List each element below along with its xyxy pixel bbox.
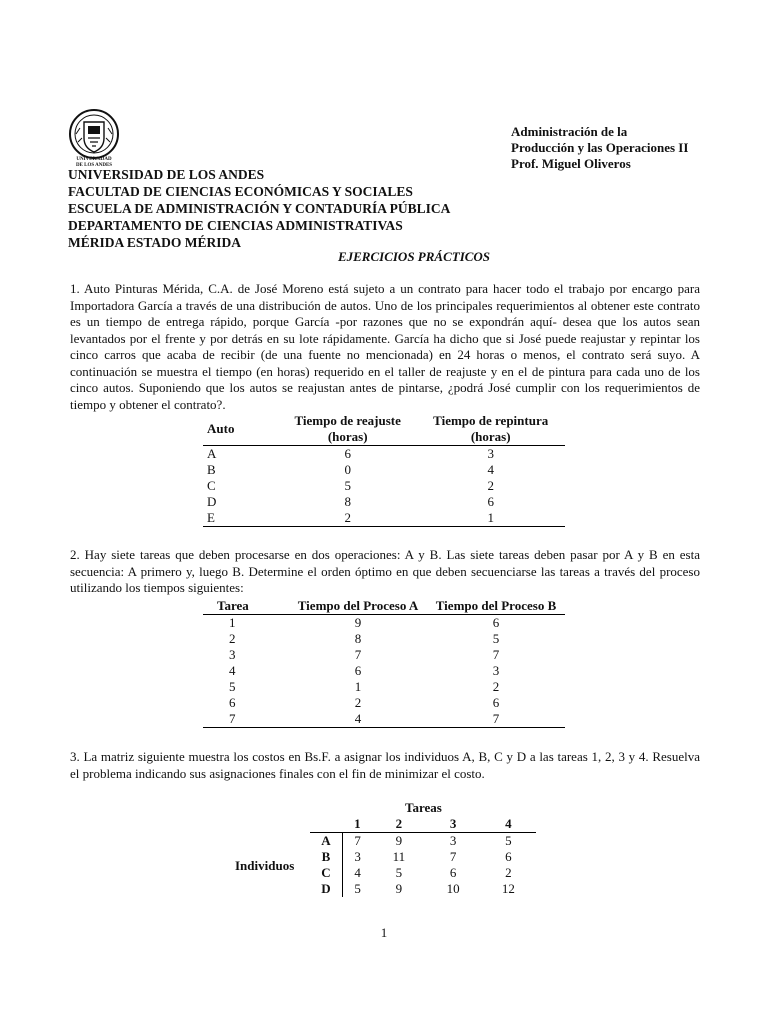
table-cell: 6 — [487, 494, 494, 509]
header-line: (horas) — [327, 429, 368, 444]
institution-line: UNIVERSIDAD DE LOS ANDES — [68, 167, 265, 182]
column-header: 1 — [354, 816, 361, 831]
tareas-label: Tareas — [405, 800, 442, 815]
table-row — [203, 462, 565, 478]
institution-block — [68, 166, 450, 251]
table-cell: 2 — [354, 695, 362, 710]
table-cell: B — [207, 462, 216, 477]
individuos-label: Individuos — [235, 858, 295, 873]
table-cell: 12 — [501, 881, 515, 896]
exercise-1-text: 1. Auto Pinturas Mérida, C.A. de José Moreno está sujeto a un contrato para hacer todo el trabajo por encargo para Importadora García a través de una distribución de autos. Uno de los principales requerimientos al obtener este contrato es un tiempo de entrega rápido, porque García -por razones que no se expondrán aquí- desea que los autos sean levantados por el frente y por detrás en su lote rápidamente. García ha dicho que si José puede reajustar y repintar los cinco carros que acaba de recibir (de una fuente no mencionada) en 24 horas o menos, el contrato será suyo. A continuación se muestra el tiempo (en horas) requerido en el taller de reajuste y en el de pintura para cada uno de los cinco autos. Suponiendo que los autos se reajustan antes de pintarse, ¿podrá José cumplir con los requerimientos de tiempo y obtener el contrato?. — [70, 281, 700, 412]
header-tarea: Tarea — [217, 598, 249, 613]
table-cell: 7 — [449, 849, 457, 864]
table-cell: 7 — [354, 647, 362, 662]
table-cell: 9 — [354, 615, 362, 630]
table-row — [203, 510, 565, 527]
table-cell: 4 — [354, 711, 362, 726]
header-repintura — [416, 413, 565, 446]
table-cell: 7 — [354, 833, 361, 848]
table-cell: D — [207, 494, 217, 509]
course-line: Producción y las Operaciones II — [511, 140, 689, 155]
table-cell: 0 — [344, 462, 351, 477]
row-label: C — [310, 865, 343, 881]
exercise-2-table — [203, 598, 565, 728]
page-number: 1 — [380, 925, 388, 940]
institution-line: MÉRIDA ESTADO MÉRIDA — [68, 235, 242, 250]
table-header-row — [203, 598, 565, 615]
table-cell: 8 — [354, 631, 362, 646]
institution-line: ESCUELA DE ADMINISTRACIÓN Y CONTADURÍA PÚBLICA — [68, 201, 451, 216]
table-cell: 3 — [354, 849, 361, 864]
header-proceso-b: Tiempo del Proceso B — [435, 598, 557, 613]
table-cell: 4 — [354, 865, 361, 880]
table-cell: 6 — [505, 849, 512, 864]
table-cell: 5 — [229, 679, 236, 694]
table-cell: 7 — [492, 711, 500, 726]
table-cell: 7 — [492, 647, 500, 662]
exercise-1-table — [203, 413, 565, 527]
table-row — [203, 615, 565, 632]
table-cell: 3 — [487, 446, 494, 461]
table-cell: 3 — [229, 647, 236, 662]
institution-line: DEPARTAMENTO DE CIENCIAS ADMINISTRATIVAS — [68, 218, 403, 233]
table-cell: 7 — [229, 711, 236, 726]
table-cell: 5 — [492, 631, 500, 646]
table-cell: 11 — [392, 849, 406, 864]
table-cell: 1 — [229, 615, 236, 630]
table-cell: 3 — [449, 833, 457, 848]
table-cell: 2 — [492, 679, 500, 694]
table-cell: E — [207, 510, 215, 525]
table-row — [310, 849, 536, 865]
course-line: Prof. Miguel Oliveros — [511, 156, 631, 171]
header-reajuste — [279, 413, 416, 446]
column-header: 4 — [505, 816, 512, 831]
table-cell: 3 — [492, 663, 500, 678]
column-header: 2 — [395, 816, 403, 831]
column-header: 3 — [449, 816, 457, 831]
header-line: Tiempo de reajuste — [294, 413, 401, 428]
header-line: (horas) — [470, 429, 511, 444]
table-cell: 6 — [492, 695, 500, 710]
table-cell: 9 — [395, 881, 403, 896]
table-cell: 6 — [354, 663, 362, 678]
table-row — [203, 494, 565, 510]
table-cell: 5 — [344, 478, 351, 493]
table-cell: 8 — [344, 494, 351, 509]
table-row — [203, 711, 565, 728]
table-row — [203, 663, 565, 679]
table-cell: 10 — [446, 881, 460, 896]
row-label: A — [310, 833, 343, 850]
cost-matrix-table — [310, 816, 536, 897]
table-cell: 6 — [344, 446, 351, 461]
table-cell: 6 — [492, 615, 500, 630]
table-row — [310, 833, 536, 850]
table-row — [203, 478, 565, 494]
table-row — [203, 679, 565, 695]
table-cell: 2 — [505, 865, 512, 880]
table-row — [310, 881, 536, 897]
row-label: B — [310, 849, 343, 865]
table-cell: 6 — [449, 865, 457, 880]
table-row — [203, 446, 565, 463]
course-line: Administración de la — [511, 124, 628, 139]
table-cell: 6 — [229, 695, 236, 710]
table-cell: 5 — [505, 833, 512, 848]
corner-cell — [310, 816, 343, 833]
table-cell: 5 — [395, 865, 403, 880]
table-header-row — [310, 816, 536, 833]
table-row — [203, 695, 565, 711]
table-cell: 2 — [229, 631, 236, 646]
exercise-2-text: 2. Hay siete tareas que deben procesarse en dos operaciones: A y B. Las siete tareas deben pasar por A y B en esta secuencia: A primero y, luego B. Determine el orden óptimo en que deben secuenciarse las tareas a través del proceso utilizando los tiempos siguientes: — [70, 547, 700, 595]
university-logo — [68, 108, 120, 160]
header-auto: Auto — [207, 421, 235, 436]
header-proceso-a: Tiempo del Proceso A — [297, 598, 419, 613]
table-cell: 4 — [487, 462, 494, 477]
exercise-3-text: 3. La matriz siguiente muestra los costos en Bs.F. a asignar los individuos A, B, C y D a las tareas 1, 2, 3 y 4. Resuelva el problema indicando sus asignaciones finales con el fin de minimizar el costo. — [70, 749, 700, 781]
document-title: EJERCICIOS PRÁCTICOS — [337, 249, 491, 264]
course-info — [511, 124, 751, 172]
institution-line: FACULTAD DE CIENCIAS ECONÓMICAS Y SOCIALES — [68, 184, 413, 199]
logo-caption-line: UNIVERSIDAD — [76, 157, 112, 162]
table-cell: 1 — [487, 510, 494, 525]
table-cell: 4 — [229, 663, 236, 678]
table-row — [203, 647, 565, 663]
table-header-row — [203, 413, 565, 446]
header-line: Tiempo de repintura — [433, 413, 549, 428]
logo-caption-line: DE LOS ANDES — [75, 162, 113, 168]
table-row — [310, 865, 536, 881]
table-cell: C — [207, 478, 216, 493]
table-cell: A — [207, 446, 217, 461]
table-cell: 5 — [354, 881, 361, 896]
table-cell: 2 — [487, 478, 494, 493]
table-cell: 1 — [354, 679, 362, 694]
table-cell: 9 — [395, 833, 403, 848]
table-cell: 2 — [344, 510, 351, 525]
table-row — [203, 631, 565, 647]
row-label: D — [310, 881, 343, 897]
